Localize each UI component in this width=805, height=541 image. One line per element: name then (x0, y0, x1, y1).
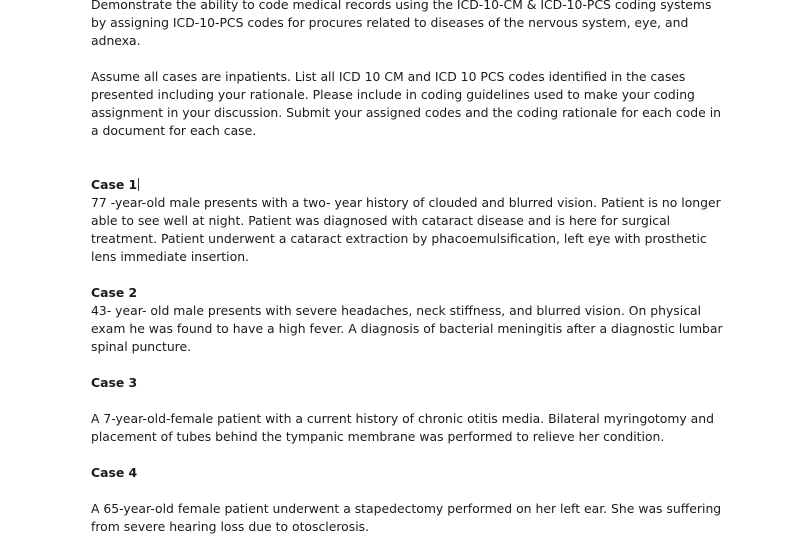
case-3-title: Case 3 (91, 375, 138, 390)
case-2-text: 43- year- old male presents with severe headaches, neck stiffness, and blurred vision. On physical exam he was found to have a high fever. A diagnosis of bacterial meningitis after a diagnostic lumbar spinal puncture. (91, 303, 723, 354)
case-4-title: Case 4 (91, 465, 138, 480)
blank-line (91, 266, 726, 284)
blank-line (91, 392, 726, 410)
case-1-title: Case 1 (91, 177, 138, 192)
blank-line (91, 482, 726, 500)
blank-line (91, 140, 726, 158)
instructions-paragraph: Assume all cases are inpatients. List all ICD 10 CM and ICD 10 PCS codes identified in the cases presented including your rationale. Please include in coding guidelines used to make your coding assignment in your discussion. Submit your assigned codes and the coding rationale for each code in a document for each case. (91, 69, 722, 138)
blank-line (91, 446, 726, 464)
blank-line (91, 158, 726, 176)
blank-line (91, 50, 726, 68)
text-cursor (138, 178, 139, 191)
case-2-title: Case 2 (91, 285, 138, 300)
case-4-text: A 65-year-old female patient underwent a stapedectomy performed on her left ear. She was suffering from severe hearing loss due to otosclerosis. (91, 501, 722, 534)
document-page (91, 0, 726, 536)
case-1-text: 77 -year-old male presents with a two- year history of clouded and blurred vision. Patient is no longer able to see well at night. Patient was diagnosed with cataract disease and is here for surgical treatment. Patient underwent a cataract extraction by phacoemulsification, left eye with prosthetic lens immediate insertion. (91, 195, 721, 264)
blank-line (91, 356, 726, 374)
case-3-text: A 7-year-old-female patient with a current history of chronic otitis media. Bilateral myringotomy and placement of tubes behind the tympanic membrane was performed to relieve her condition. (91, 411, 714, 444)
objective-paragraph: Demonstrate the ability to code medical records using the ICD-10-CM & ICD-10-PCS coding systems by assigning ICD-10-PCS codes for procures related to diseases of the nervous system, eye, and adnexa. (91, 0, 712, 48)
